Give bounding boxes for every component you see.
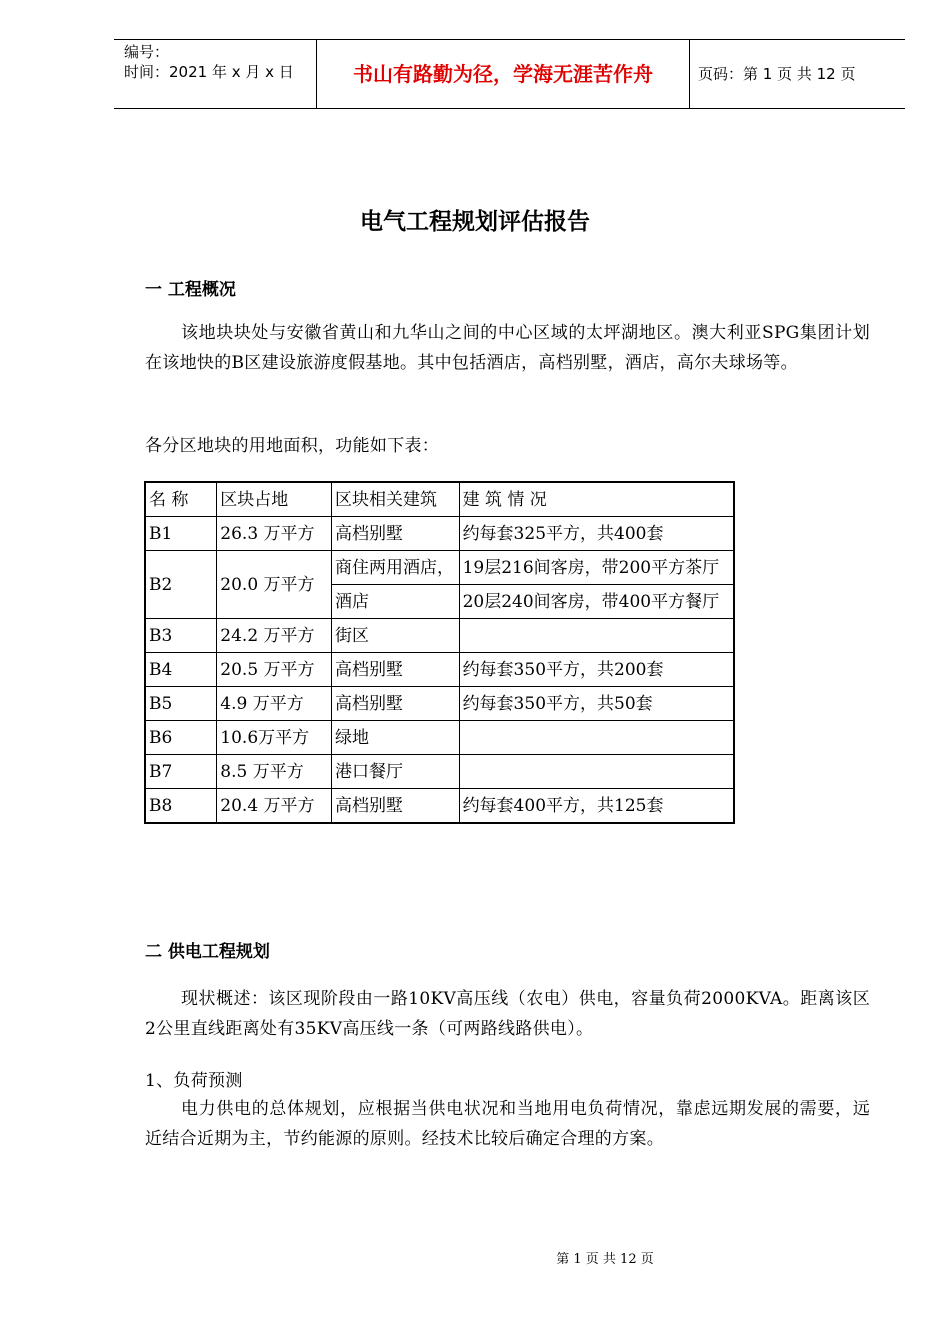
cell-area: 4.9 万平方 [217,687,332,721]
table-row [145,721,734,755]
subsection-heading: 1、负荷预测 [145,1071,243,1091]
header-cell: 名 称 [145,482,217,517]
section1-heading: 一 工程概况 [145,280,236,300]
cell-building: 高档别墅 [331,653,459,687]
doc-number: 编号： [124,43,170,61]
header-meta [114,40,316,108]
cell-building: 高档别墅 [331,517,459,551]
table-row [145,619,734,653]
cell-area: 20.4 万平方 [217,789,332,824]
page-header [114,39,905,109]
table-intro: 各分区地块的用地面积，功能如下表： [145,436,440,456]
cell-building: 街区 [331,619,459,653]
cell-name: B6 [145,721,217,755]
cell-building: 港口餐厅 [331,755,459,789]
subsection-paragraph: 电力供电的总体规划，应根据当供电状况和当地用电负荷情况，靠虑远期发展的需要，远近结合近期为主，节约能源的原则。经技术比较后确定合理的方案。 [145,1099,870,1149]
cell-detail: 约每套350平方，共200套 [459,653,734,687]
header-motto: 书山有路勤为径，学海无涯苦作舟 [316,40,690,108]
table-header-row [145,482,734,517]
header-page-info: 页码：第 1 页 共 12 页 [698,65,856,83]
cell-building: 高档别墅 [331,687,459,721]
cell-area: 20.5 万平方 [217,653,332,687]
table-row [145,755,734,789]
cell-detail: 约每套350平方，共50套 [459,687,734,721]
cell-name: B8 [145,789,217,824]
document-title: 电气工程规划评估报告 [360,209,590,235]
table-row [145,551,734,585]
cell-building: 高档别墅 [331,789,459,824]
cell-detail: 约每套400平方，共125套 [459,789,734,824]
page-footer: 第 1 页 共 12 页 [556,1252,654,1267]
cell-detail: 20层240间客房，带400平方餐厅 [459,585,734,619]
cell-name: B2 [145,551,217,619]
cell-building: 绿地 [331,721,459,755]
table-row [145,687,734,721]
cell-building: 商住两用酒店， [331,551,459,585]
header-cell: 建 筑 情 况 [459,482,734,517]
cell-area: 24.2 万平方 [217,619,332,653]
cell-name: B1 [145,517,217,551]
cell-building: 酒店 [331,585,459,619]
cell-detail [459,755,734,789]
land-use-table [144,481,735,824]
table-row [145,789,734,824]
cell-detail [459,619,734,653]
table-row [145,517,734,551]
cell-name: B3 [145,619,217,653]
cell-area: 20.0 万平方 [217,551,332,619]
cell-area: 26.3 万平方 [217,517,332,551]
section1-paragraph: 该地块块处与安徽省黄山和九华山之间的中心区域的太坪湖地区。澳大利亚SPG集团计划在该地快的B区建设旅游度假基地。其中包括酒店，高档别墅，酒店，高尔夫球场等。 [145,323,870,373]
cell-area: 10.6万平方 [217,721,332,755]
header-cell: 区块相关建筑 [331,482,459,517]
cell-detail: 19层216间客房，带200平方茶厅 [459,551,734,585]
cell-detail: 约每套325平方，共400套 [459,517,734,551]
cell-area: 8.5 万平方 [217,755,332,789]
section2-paragraph: 现状概述：该区现阶段由一路10KV高压线（农电）供电，容量负荷2000KVA。距离该区2公里直线距离处有35KV高压线一条（可两路线路供电）。 [145,989,870,1039]
doc-date: 时间：2021 年 x 月 x 日 [124,63,294,81]
cell-name: B7 [145,755,217,789]
cell-name: B4 [145,653,217,687]
section2-heading: 二 供电工程规划 [145,942,270,962]
header-cell: 区块占地 [217,482,332,517]
table-row [145,653,734,687]
cell-name: B5 [145,687,217,721]
cell-detail [459,721,734,755]
